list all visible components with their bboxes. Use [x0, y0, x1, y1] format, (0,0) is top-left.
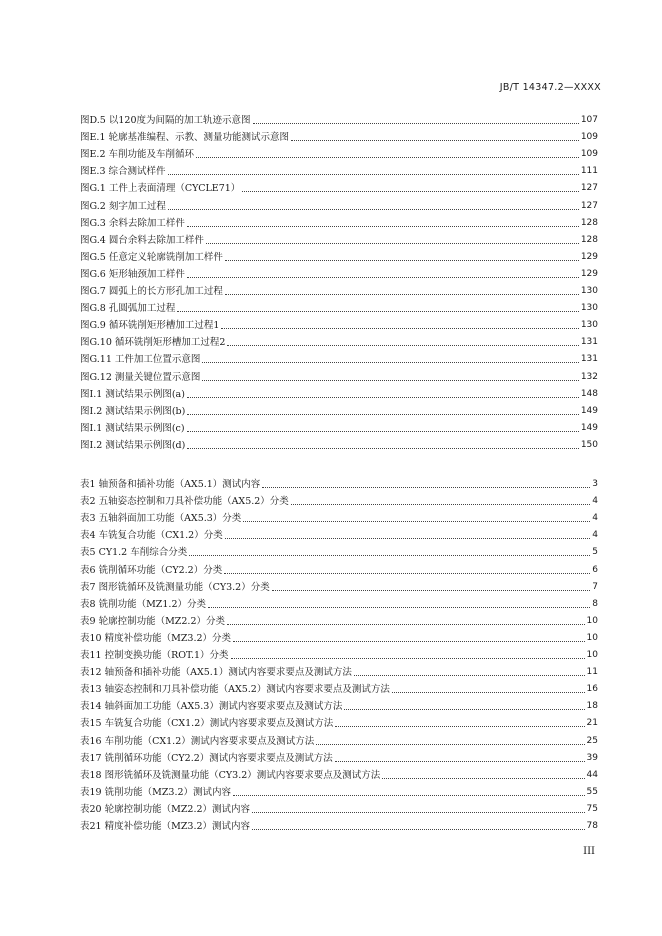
entry-page: 107: [580, 115, 598, 126]
entry-title: 图G.11 工件加工位置示意图: [80, 354, 201, 366]
figure-entry[interactable]: [80, 434, 598, 451]
entry-page: 127: [580, 183, 598, 194]
table-entry[interactable]: [80, 507, 598, 524]
dot-leader: [187, 276, 579, 278]
dot-leader: [382, 777, 584, 779]
dot-leader: [253, 122, 579, 124]
entry-page: 10: [586, 650, 598, 661]
entry-title: 图I.2 测试结果示例图(b): [80, 405, 186, 417]
table-entry[interactable]: [80, 712, 598, 729]
entry-title: 表17 铣削循环功能（CY2.2）测试内容要求要点及测试方法: [80, 752, 333, 764]
dot-leader: [344, 708, 584, 710]
entry-title: 图G.3 余料去除加工样件: [80, 217, 185, 229]
entry-title: 表13 轴姿态控制和刀具补偿功能（AX5.2）测试内容要求要点及测试方法: [80, 684, 390, 696]
entry-title: 图G.9 循环铣削矩形槽加工过程1: [80, 320, 220, 332]
dot-leader: [291, 139, 579, 141]
entry-page: 130: [580, 303, 598, 314]
table-entry[interactable]: [80, 558, 598, 575]
entry-title: 图G.4 圆台余料去除加工样件: [80, 234, 204, 246]
entry-title: 表8 铣削功能（MZ1.2）分类: [80, 598, 207, 610]
dot-leader: [206, 242, 579, 244]
figure-list: [80, 109, 598, 451]
figure-entry[interactable]: [80, 212, 598, 229]
entry-title: 表12 轴预备和插补功能（AX5.1）测试内容要求要点及测试方法: [80, 667, 352, 679]
entry-title: 图G.8 孔圆弧加工过程: [80, 303, 176, 315]
entry-title: 图D.5 以120度为间隔的加工轨迹示意图: [80, 115, 251, 127]
entry-page: 130: [580, 286, 598, 297]
entry-page: 129: [580, 268, 598, 279]
entry-title: 图G.7 圆弧上的长方形孔加工过程: [80, 286, 223, 298]
entry-page: 127: [580, 200, 598, 211]
dot-leader: [354, 674, 585, 676]
entry-page: 150: [580, 439, 598, 450]
entry-title: 图G.5 任意定义轮廓铣削加工样件: [80, 251, 223, 263]
entry-page: 130: [580, 320, 598, 331]
entry-page: 131: [580, 337, 598, 348]
table-entry[interactable]: [80, 576, 598, 593]
entry-page: 10: [586, 632, 598, 643]
entry-page: 78: [586, 820, 598, 831]
entry-title: 图G.6 矩形轴颈加工样件: [80, 268, 185, 280]
entry-title: 表2 五轴姿态控制和刀具补偿功能（AX5.2）分类: [80, 496, 289, 508]
entry-page: 129: [580, 251, 598, 262]
entry-page: 109: [580, 132, 598, 143]
entry-page: 18: [586, 701, 598, 712]
entry-page: 21: [586, 718, 598, 729]
figure-entry[interactable]: [80, 383, 598, 400]
entry-page: 149: [580, 422, 598, 433]
dot-leader: [187, 413, 578, 415]
dot-leader: [177, 310, 578, 312]
figure-entry[interactable]: [80, 417, 598, 434]
table-entry[interactable]: [80, 627, 598, 644]
figure-entry[interactable]: [80, 280, 598, 297]
entry-page: 16: [586, 684, 598, 695]
dot-leader: [221, 327, 578, 329]
entry-title: 图G.12 测量关键位置示意图: [80, 371, 201, 383]
entry-page: 109: [580, 149, 598, 160]
dot-leader: [187, 447, 578, 449]
figure-entry[interactable]: [80, 331, 598, 348]
dot-leader: [208, 606, 590, 608]
entry-page: 4: [592, 530, 598, 541]
table-entry[interactable]: [80, 541, 598, 558]
table-entry[interactable]: [80, 678, 598, 695]
figure-entry[interactable]: [80, 348, 598, 365]
entry-page: 111: [580, 166, 598, 177]
dot-leader: [225, 537, 591, 539]
dot-leader: [252, 811, 585, 813]
entry-title: 图E.3 综合测试样件: [80, 166, 166, 178]
figure-entry[interactable]: [80, 109, 598, 126]
figure-entry[interactable]: [80, 126, 598, 143]
entry-page: 25: [586, 735, 598, 746]
table-entry[interactable]: [80, 661, 598, 678]
entry-page: 148: [580, 388, 598, 399]
dot-leader: [225, 259, 579, 261]
entry-page: 4: [592, 496, 598, 507]
figure-entry[interactable]: [80, 314, 598, 331]
table-entry[interactable]: [80, 781, 598, 798]
table-entry[interactable]: [80, 798, 598, 815]
figure-entry[interactable]: [80, 160, 598, 177]
entry-page: 5: [592, 547, 598, 558]
entry-title: 表18 图形铣循环及铣测量功能（CY3.2）测试内容要求要点及测试方法: [80, 769, 381, 781]
table-entry[interactable]: [80, 593, 598, 610]
dot-leader: [187, 396, 579, 398]
dot-leader: [168, 208, 579, 210]
figure-entry[interactable]: [80, 246, 598, 263]
entry-page: 39: [586, 752, 598, 763]
entry-title: 表16 车削功能（CX1.2）测试内容要求要点及测试方法: [80, 735, 315, 747]
figure-entry[interactable]: [80, 229, 598, 246]
entry-title: 图I.1 测试结果示例图(a): [80, 388, 185, 400]
table-entry[interactable]: [80, 729, 598, 746]
dot-leader: [202, 361, 578, 363]
figure-entry[interactable]: [80, 263, 598, 280]
entry-title: 表3 五轴斜面加工功能（AX5.3）分类: [80, 513, 242, 525]
dot-leader: [392, 691, 585, 693]
table-entry[interactable]: [80, 610, 598, 627]
entry-title: 表4 车铣复合功能（CX1.2）分类: [80, 530, 223, 542]
dot-leader: [272, 589, 591, 591]
entry-title: 表5 CY1.2 车削综合分类: [80, 547, 188, 559]
dot-leader: [187, 430, 579, 432]
entry-title: 表14 轴斜面加工功能（AX5.3）测试内容要求要点及测试方法: [80, 701, 343, 713]
entry-page: 75: [586, 803, 598, 814]
table-entry[interactable]: [80, 473, 598, 490]
table-entry[interactable]: [80, 747, 598, 764]
dot-leader: [335, 760, 585, 762]
entry-title: 表21 精度补偿功能（MZ3.2）测试内容: [80, 820, 251, 832]
entry-title: 图I.1 测试结果示例图(c): [80, 422, 185, 434]
figure-entry[interactable]: [80, 400, 598, 417]
entry-title: 表1 轴预备和插补功能（AX5.1）测试内容: [80, 479, 261, 491]
dot-leader: [262, 486, 590, 488]
figure-entry[interactable]: [80, 194, 598, 211]
page-number: III: [583, 846, 595, 857]
entry-title: 表11 控制变换功能（ROT.1）分类: [80, 650, 229, 662]
dot-leader: [233, 640, 585, 642]
entry-page: 44: [586, 769, 598, 780]
dot-leader: [316, 743, 584, 745]
entry-title: 表15 车铣复合功能（CX1.2）测试内容要求要点及测试方法: [80, 718, 334, 730]
table-entry[interactable]: [80, 524, 598, 541]
dot-leader: [335, 725, 584, 727]
entry-page: 128: [580, 217, 598, 228]
dot-leader: [168, 173, 579, 175]
dot-leader: [243, 520, 590, 522]
entry-page: 11: [586, 667, 598, 678]
figure-entry[interactable]: [80, 365, 598, 382]
dot-leader: [187, 225, 579, 227]
figure-entry[interactable]: [80, 177, 598, 194]
entry-page: 132: [580, 371, 598, 382]
dot-leader: [252, 828, 585, 830]
entry-title: 图G.10 循环铣削矩形槽加工过程2: [80, 337, 226, 349]
entry-title: 表10 精度补偿功能（MZ3.2）分类: [80, 632, 232, 644]
table-entry[interactable]: [80, 815, 598, 832]
entry-page: 3: [592, 479, 598, 490]
entry-page: 4: [592, 513, 598, 524]
dot-leader: [242, 190, 579, 192]
entry-page: 6: [592, 564, 598, 575]
entry-title: 图I.2 测试结果示例图(d): [80, 439, 186, 451]
entry-title: 表20 轮廓控制功能（MZ2.2）测试内容: [80, 803, 251, 815]
dot-leader: [231, 657, 585, 659]
entry-title: 表9 轮廓控制功能（MZ2.2）分类: [80, 615, 226, 627]
dot-leader: [227, 623, 585, 625]
standard-id: JB/T 14347.2—XXXX: [499, 82, 601, 93]
entry-page: 8: [592, 598, 598, 609]
figure-entry[interactable]: [80, 143, 598, 160]
table-entry[interactable]: [80, 644, 598, 661]
entry-page: 128: [580, 234, 598, 245]
entry-page: 10: [586, 615, 598, 626]
dot-leader: [189, 554, 590, 556]
table-list: [80, 473, 598, 832]
entry-page: 131: [580, 354, 598, 365]
dot-leader: [291, 503, 590, 505]
entry-title: 图G.1 工件上表面清理（CYCLE71）: [80, 183, 241, 195]
entry-title: 图G.2 刻字加工过程: [80, 200, 166, 212]
entry-title: 表7 图形铣循环及铣测量功能（CY3.2）分类: [80, 581, 270, 593]
table-entry[interactable]: [80, 695, 598, 712]
entry-page: 55: [586, 786, 598, 797]
entry-title: 图E.1 轮廓基准编程、示教、测量功能测试示意图: [80, 132, 290, 144]
entry-title: 表19 铣削功能（MZ3.2）测试内容: [80, 786, 232, 798]
dot-leader: [202, 379, 578, 381]
entry-title: 表6 铣削循环功能（CY2.2）分类: [80, 564, 223, 576]
figure-entry[interactable]: [80, 297, 598, 314]
dot-leader: [233, 794, 585, 796]
entry-page: 149: [580, 405, 598, 416]
dot-leader: [224, 572, 590, 574]
table-entry[interactable]: [80, 490, 598, 507]
entry-page: 7: [592, 581, 598, 592]
dot-leader: [225, 293, 579, 295]
table-entry[interactable]: [80, 764, 598, 781]
dot-leader: [227, 344, 578, 346]
entry-title: 图E.2 车削功能及车削循环: [80, 149, 195, 161]
dot-leader: [196, 156, 579, 158]
